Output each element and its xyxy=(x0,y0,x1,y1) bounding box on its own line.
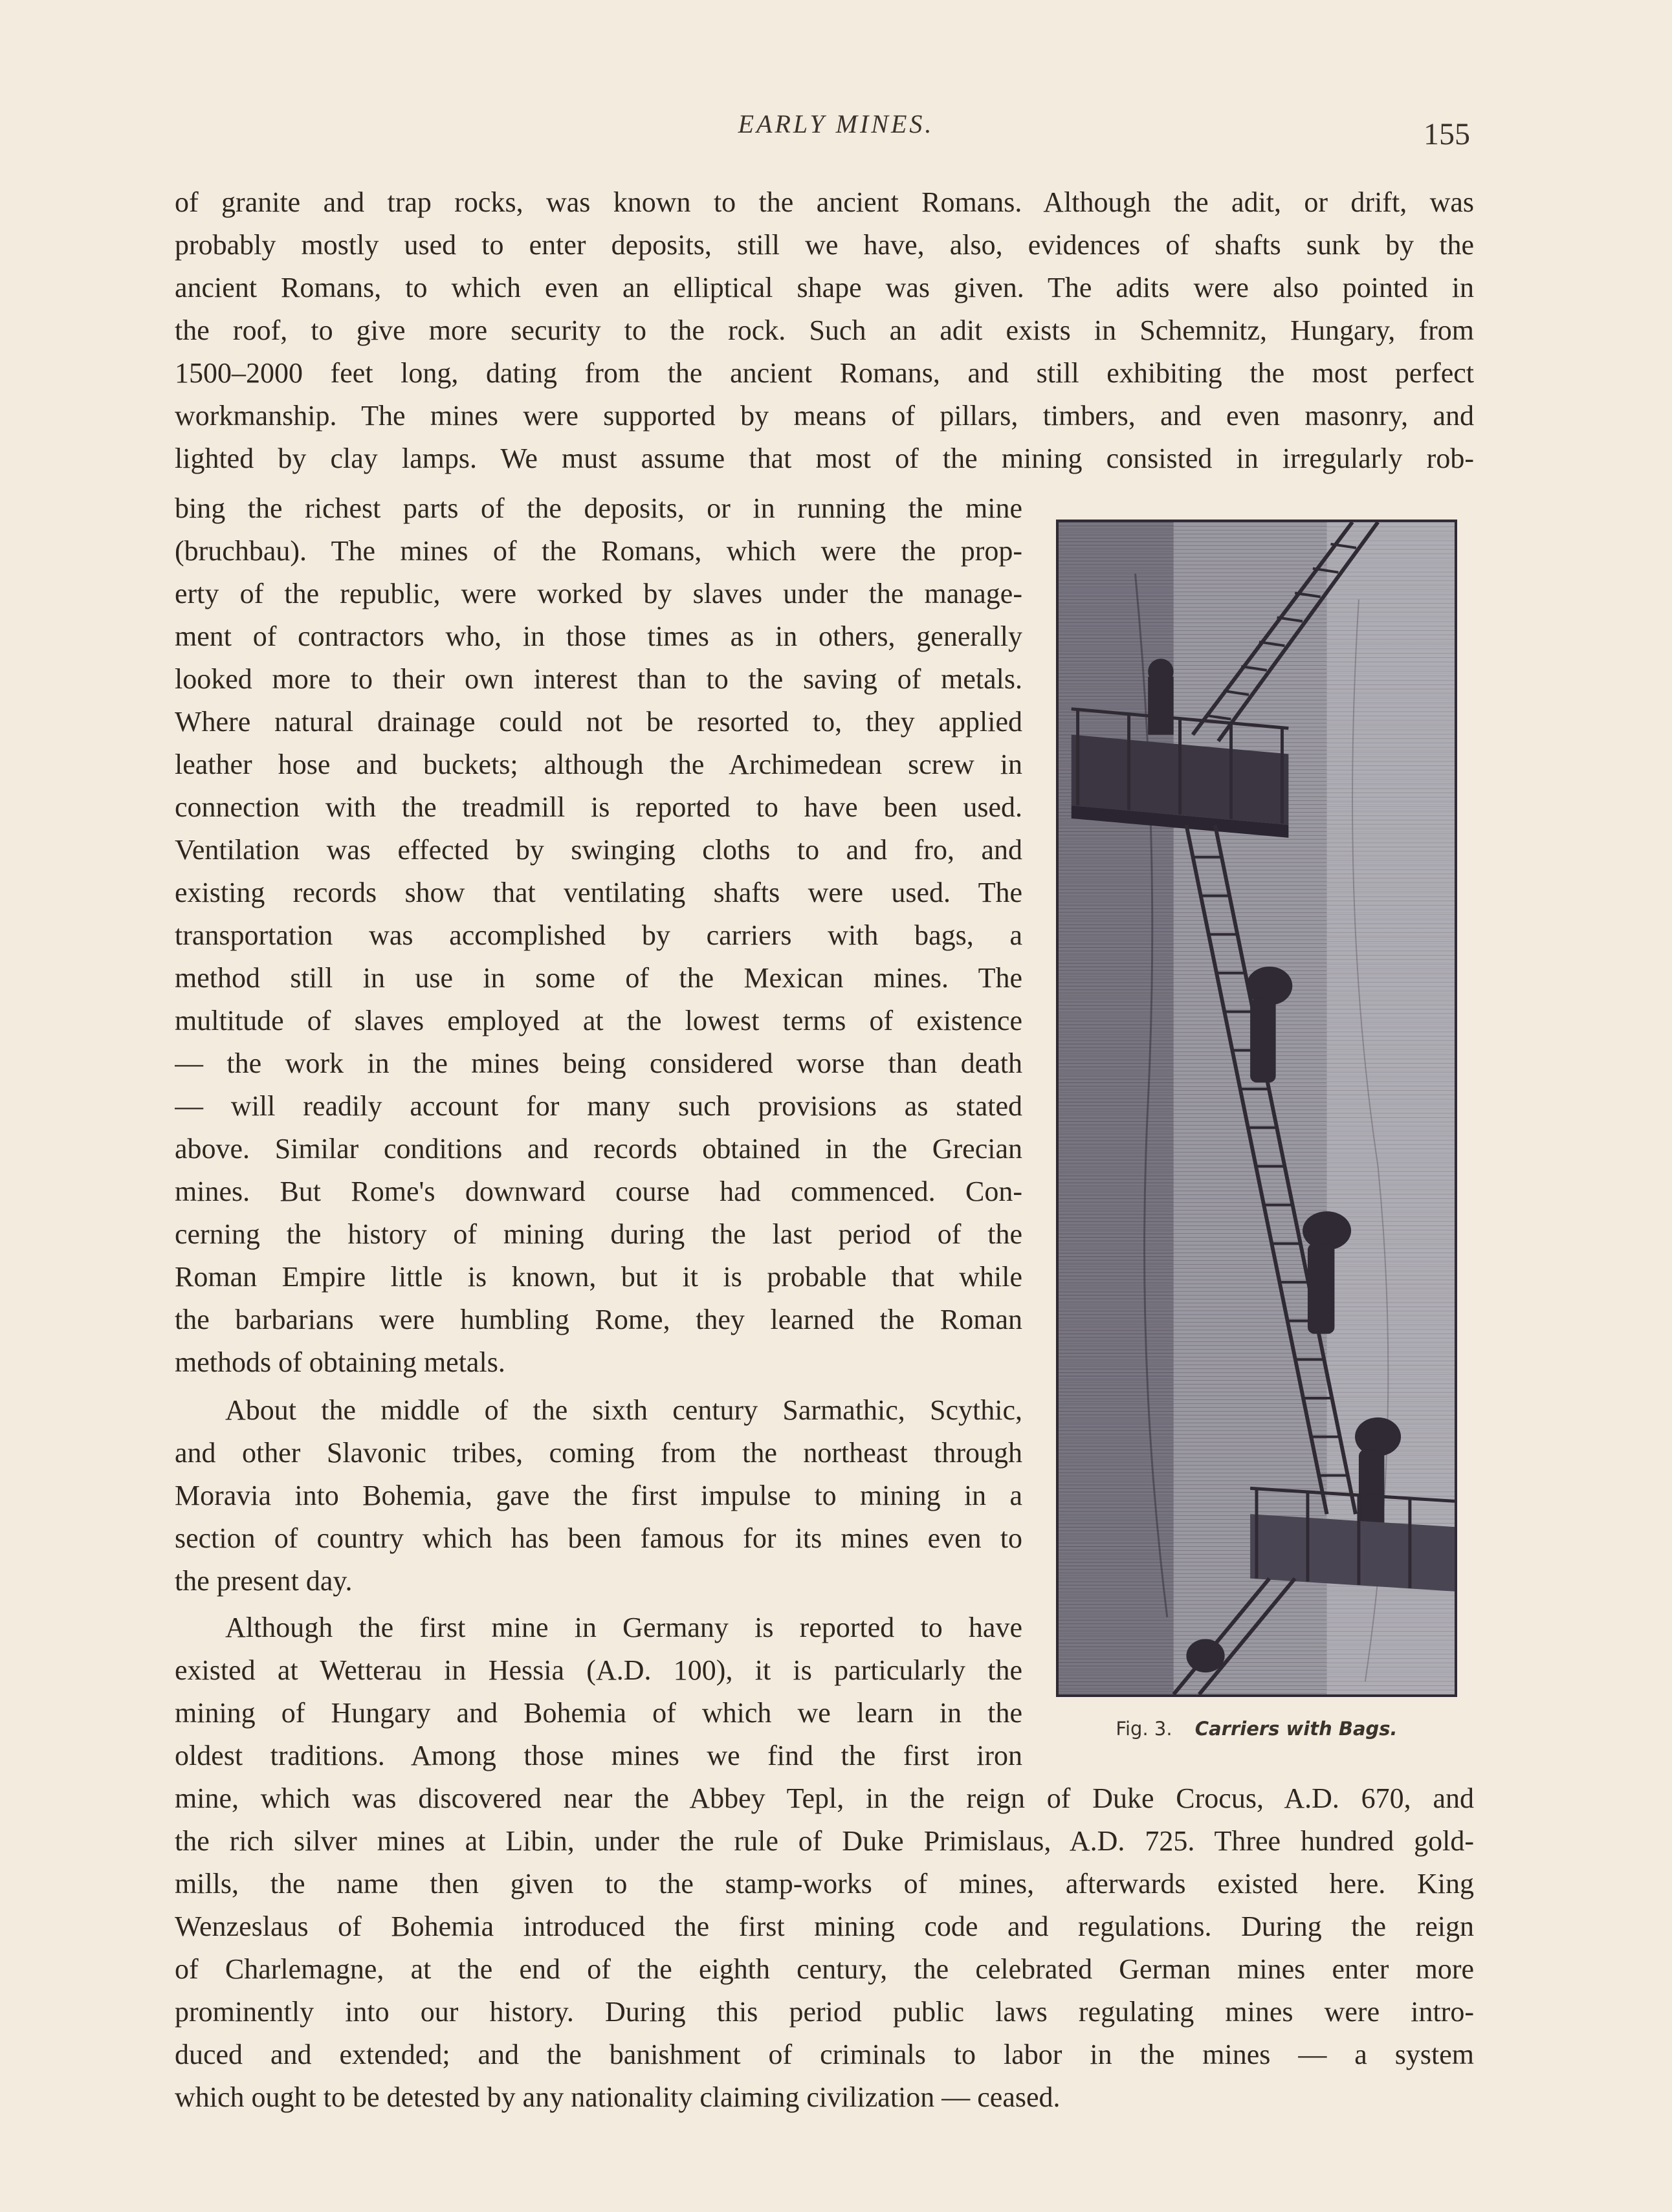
text-line: ancient Romans, to which even an elliptical shape was given. The adits were also pointed in xyxy=(175,272,1474,303)
text-line: the barbarians were humbling Rome, they learned the Roman xyxy=(175,1304,1022,1335)
text-line: cerning the history of mining during the last period of the xyxy=(175,1218,1022,1250)
text-line: Moravia into Bohemia, gave the first impulse to mining in a xyxy=(175,1480,1022,1511)
text-line: multitude of slaves employed at the lowest terms of existence xyxy=(175,1005,1022,1036)
text-line: and other Slavonic tribes, coming from the northeast through xyxy=(175,1437,1022,1469)
text-line: the rich silver mines at Libin, under the rule of Duke Primislaus, A.D. 725. Three hundred gold- xyxy=(175,1825,1474,1857)
figure-label: Fig. 3. xyxy=(1116,1718,1172,1740)
text-line: erty of the republic, were worked by slaves under the manage- xyxy=(175,578,1022,609)
text-line: oldest traditions. Among those mines we find the first iron xyxy=(175,1740,1022,1771)
text-line: section of country which has been famous for its mines even to xyxy=(175,1522,1022,1554)
text-line: — will readily account for many such provisions as stated xyxy=(175,1090,1022,1122)
text-line: Where natural drainage could not be resorted to, they applied xyxy=(175,706,1022,738)
text-line: the present day. xyxy=(175,1565,353,1597)
running-title: EARLY MINES. xyxy=(738,109,934,138)
engraving-miners-ladders-image xyxy=(1059,522,1455,1694)
text-line: workmanship. The mines were supported by means of pillars, timbers, and even masonry, and xyxy=(175,400,1474,432)
text-line: prominently into our history. During this period public laws regulating mines were intro- xyxy=(175,1996,1474,2028)
text-line: probably mostly used to enter deposits, still we have, also, evidences of shafts sunk by the xyxy=(175,229,1474,261)
text-line: transportation was accomplished by carriers with bags, a xyxy=(175,919,1022,951)
figure-illustration xyxy=(1056,520,1457,1697)
text-line: Roman Empire little is known, but it is probable that while xyxy=(175,1261,1022,1293)
page-number: 155 xyxy=(1424,117,1470,151)
text-line: lighted by clay lamps. We must assume that most of the mining consisted in irregularly rob- xyxy=(175,443,1474,474)
text-line: (bruchbau). The mines of the Romans, which were the prop- xyxy=(175,535,1022,567)
text-line: About the middle of the sixth century Sarmathic, Scythic, xyxy=(225,1394,1022,1426)
text-line: looked more to their own interest than to the saving of metals. xyxy=(175,663,1022,695)
figure-title: Carriers with Bags. xyxy=(1194,1718,1398,1740)
text-line: duced and extended; and the banishment of criminals to labor in the mines — a system xyxy=(175,2039,1474,2070)
text-line: Ventilation was effected by swinging cloths to and fro, and xyxy=(175,834,1022,866)
text-line: bing the richest parts of the deposits, or in running the mine xyxy=(175,492,1022,524)
text-line: connection with the treadmill is reported to have been used. xyxy=(175,791,1022,823)
text-line: methods of obtaining metals. xyxy=(175,1346,505,1378)
text-line: 1500–2000 feet long, dating from the ancient Romans, and still exhibiting the most perfect xyxy=(175,357,1474,389)
text-line: Wenzeslaus of Bohemia introduced the first mining code and regulations. During the reign xyxy=(175,1911,1474,1942)
text-line: Although the first mine in Germany is reported to have xyxy=(225,1612,1022,1643)
text-line: mills, the name then given to the stamp-works of mines, afterwards existed here. King xyxy=(175,1868,1474,1900)
text-line: ment of contractors who, in those times as in others, generally xyxy=(175,620,1022,652)
text-line: existed at Wetterau in Hessia (A.D. 100), it is particularly the xyxy=(175,1654,1022,1686)
text-line: of Charlemagne, at the end of the eighth century, the celebrated German mines enter more xyxy=(175,1953,1474,1985)
text-line: — the work in the mines being considered worse than death xyxy=(175,1047,1022,1079)
text-line: the roof, to give more security to the rock. Such an adit exists in Schemnitz, Hungary, from xyxy=(175,314,1474,346)
text-line: above. Similar conditions and records obtained in the Grecian xyxy=(175,1133,1022,1165)
text-line: leather hose and buckets; although the Archimedean screw in xyxy=(175,749,1022,780)
figure-caption xyxy=(1056,1718,1457,1740)
text-line: mine, which was discovered near the Abbey Tepl, in the reign of Duke Crocus, A.D. 670, and xyxy=(175,1782,1474,1814)
text-line: existing records show that ventilating shafts were used. The xyxy=(175,877,1022,908)
text-line: mining of Hungary and Bohemia of which we learn in the xyxy=(175,1697,1022,1729)
text-line: which ought to be detested by any nationality claiming civilization — ceased. xyxy=(175,2081,1061,2113)
text-line: of granite and trap rocks, was known to the ancient Romans. Although the adit, or drift, was xyxy=(175,186,1474,218)
text-line: mines. But Rome's downward course had commenced. Con- xyxy=(175,1176,1022,1207)
text-line: method still in use in some of the Mexican mines. The xyxy=(175,962,1022,994)
